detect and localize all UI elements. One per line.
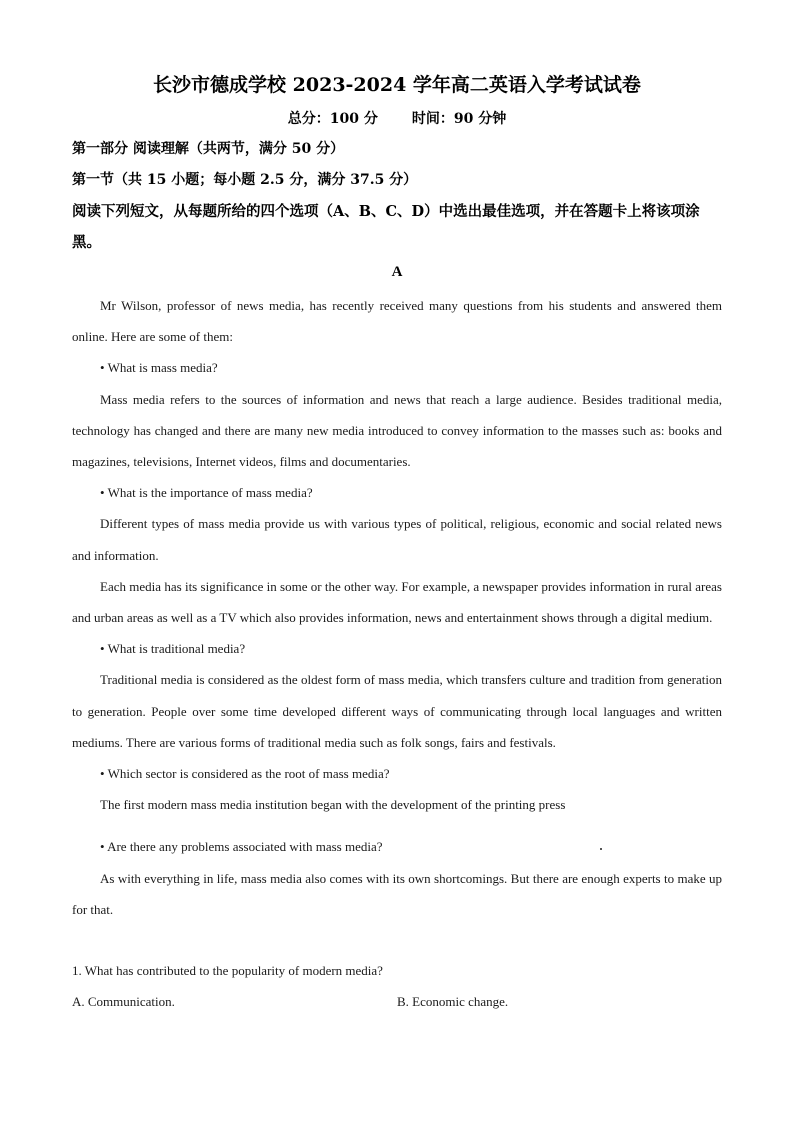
stray-mark <box>600 848 602 850</box>
exam-title: 长沙市德成学校 2023-2024 学年高二英语入学考试试卷 <box>153 74 641 96</box>
question-1-stem: 1. What has contributed to the popularity of modern media? <box>72 963 383 978</box>
section-title: 第一节（共 15 小题；每小题 2.5 分，满分 37.5 分） <box>72 172 418 188</box>
question-heading: • Which sector is considered as the root of mass media? <box>100 766 390 782</box>
total-score: 总分：100 分 <box>287 111 378 127</box>
paragraph: Mass media refers to the sources of information and news that reach a large audience. Besides traditional media, technology has changed and there are many new media introduced to convey information to the masses such as: books and magazines, televisions, Internet videos, films and documentaries. <box>72 391 722 470</box>
question-heading: • Are there any problems associated with mass media? <box>100 839 383 855</box>
question-1-option-a[interactable]: A. Communication. <box>72 994 175 1009</box>
part-title: 第一部分 阅读理解（共两节，满分 50 分） <box>72 141 345 157</box>
paragraph: Different types of mass media provide us with various types of political, religious, economic and social related news and information. <box>72 516 722 563</box>
passage-letter: A <box>391 264 403 280</box>
question-heading: • What is traditional media? <box>100 641 246 657</box>
instructions: 阅读下列短文，从每题所给的四个选项（A、B、C、D）中选出最佳选项，并在答题卡上将该项涂黑。 <box>72 203 700 251</box>
paragraph: As with everything in life, mass media also comes with its own shortcomings. But there are enough experts to make up for that. <box>72 870 722 917</box>
question-heading: • What is mass media? <box>100 360 218 376</box>
paragraph: Mr Wilson, professor of news media, has recently received many questions from his students and answered them online. Here are some of them: <box>72 298 722 345</box>
passage-body <box>72 290 722 925</box>
exam-meta <box>0 108 794 128</box>
question-heading: • What is the importance of mass media? <box>100 485 313 501</box>
paragraph: The first modern mass media institution began with the development of the printing press <box>100 797 566 813</box>
question-1-option-b[interactable]: B. Economic change. <box>397 994 509 1009</box>
exam-time: 时间：90 分钟 <box>411 111 507 127</box>
paragraph: Each media has its significance in some or the other way. For example, a newspaper provides information in rural areas and urban areas as well as a TV which also provides information, news and entertainment shows through a digital medium. <box>72 578 722 626</box>
paragraph: Traditional media is considered as the oldest form of mass media, which transfers culture and tradition from generation to generation. People over some time developed different ways of communicating through local languages and written mediums. There are various forms of traditional media such as folk songs, fairs and festivals. <box>72 672 722 750</box>
